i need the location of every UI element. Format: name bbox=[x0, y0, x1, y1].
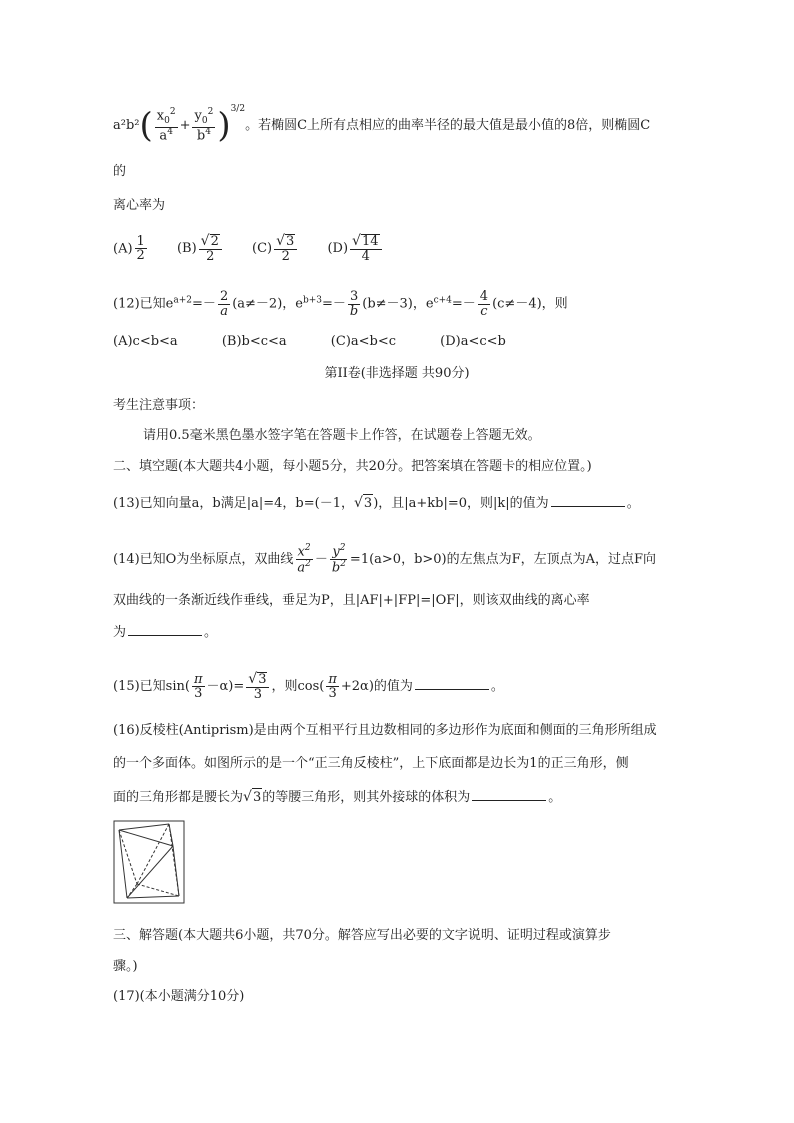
q11-line2: 的 bbox=[113, 164, 127, 179]
q11-text-after: 。若椭圆C上所有点相应的曲率半径的最大值是最小值的8倍，则椭圆C bbox=[245, 118, 651, 133]
q12-option-b: (B)b<c<a bbox=[221, 334, 287, 349]
q12-options bbox=[113, 333, 530, 351]
antiprism-figure bbox=[113, 820, 185, 904]
q12-stem: (12)已知$e^{a+2}=-$ $\frac{2}{a}$ (a≠－2)，$e^{b+3}=-$ $\frac{3}{b}$ (b≠－3)，$e^{c+4}=-$ $\frac{4}{c}$ (c≠－4)，则 bbox=[113, 289, 568, 319]
q11-formula-line: a²b²( $\frac{x_0^2}{a^4}$ + $\frac{y_0^2}{b^4}$ )$^{3/2}$。若椭圆C上所有点相应的曲率半径的最大值是最小值的8倍，则椭圆C bbox=[113, 104, 651, 146]
right-paren: ) bbox=[217, 105, 231, 146]
q14-line3: 为 。 bbox=[113, 625, 218, 640]
q16-line2: 的一个多面体。如图所示的是一个“正三角反棱柱”，上下底面都是边长为1的正三角形，侧 bbox=[113, 756, 629, 771]
q14-line2: 双曲线的一条渐近线作垂线，垂足为P，且|AF|+|FP|=|OF|，则该双曲线的离心率 bbox=[113, 593, 590, 608]
notice-title: 考生注意事项： bbox=[113, 398, 205, 413]
q11-line3: 离心率为 bbox=[113, 198, 166, 213]
q11-exponent: 3/2 bbox=[230, 104, 246, 114]
part2-heading: 二、填空题(本大题共4小题，每小题5分，共20分。把答案填在答题卡的相应位置。) bbox=[113, 459, 592, 474]
q12-option-d: (D)a<c<b bbox=[440, 334, 506, 349]
q11-option-d: (D) √ 14 4 bbox=[327, 234, 383, 263]
q11-option-a: (A) $\frac{1}{2}$ bbox=[113, 233, 145, 264]
q11-option-b: (B) √ 2 2 bbox=[177, 234, 224, 263]
part3-heading: 三、解答题(本大题共6小题，共70分。解答应写出必要的文字说明、证明过程或演算步 bbox=[113, 928, 611, 943]
q12-option-a: (A)c<b<a bbox=[113, 334, 178, 349]
q14-line1: (14)已知O为坐标原点，双曲线 $\frac{x^2}{a^2}$ － $\frac{y^2}{b^2}$ =1(a>0，b>0)的左焦点为F，左顶点为A，过点F向 bbox=[113, 543, 657, 576]
q16-line3: 面的三角形都是腰长为 √ 3 的等腰三角形，则其外接球的体积为 。 bbox=[113, 789, 562, 805]
section2-title: 第II卷(非选择题 共90分) bbox=[324, 366, 470, 381]
q16-answer-blank bbox=[472, 788, 546, 801]
q11-curv-prefix: a²b² bbox=[113, 118, 140, 133]
q13: (13)已知向量a，b满足|a|=4，b=(－1， √ 3 )，且|a+kb|=0，则|k|的值为 。 bbox=[113, 495, 640, 511]
q12-option-c: (C)a<b<c bbox=[330, 334, 397, 349]
notice-body: 请用0.5毫米黑色墨水签字笔在答题卡上作答，在试题卷上答题无效。 bbox=[143, 428, 541, 443]
q17-heading: (17)(本小题满分10分) bbox=[113, 989, 245, 1004]
x0-frac: $\frac{x_0^2}{a^4}$ bbox=[156, 107, 176, 144]
q11-options bbox=[113, 234, 408, 263]
q13-answer-blank bbox=[551, 494, 625, 507]
part3-heading2: 骤。) bbox=[113, 959, 138, 974]
left-paren: ( bbox=[139, 105, 153, 146]
q14-answer-blank bbox=[128, 623, 202, 636]
y0-frac: $\frac{y_0^2}{b^4}$ bbox=[194, 107, 214, 144]
q15: (15)已知sin( $\frac{\pi}{3}$ －α)= √ 3 3 ，则cos( $\frac{\pi}{3}$ +2α)的值为 。 bbox=[113, 671, 504, 702]
q15-answer-blank bbox=[415, 677, 489, 690]
q16-line1: (16)反棱柱(Antiprism)是由两个互相平行且边数相同的多边形作为底面和侧面的三角形所组成 bbox=[113, 723, 657, 738]
q11-option-c: (C) √ 3 2 bbox=[252, 234, 299, 263]
